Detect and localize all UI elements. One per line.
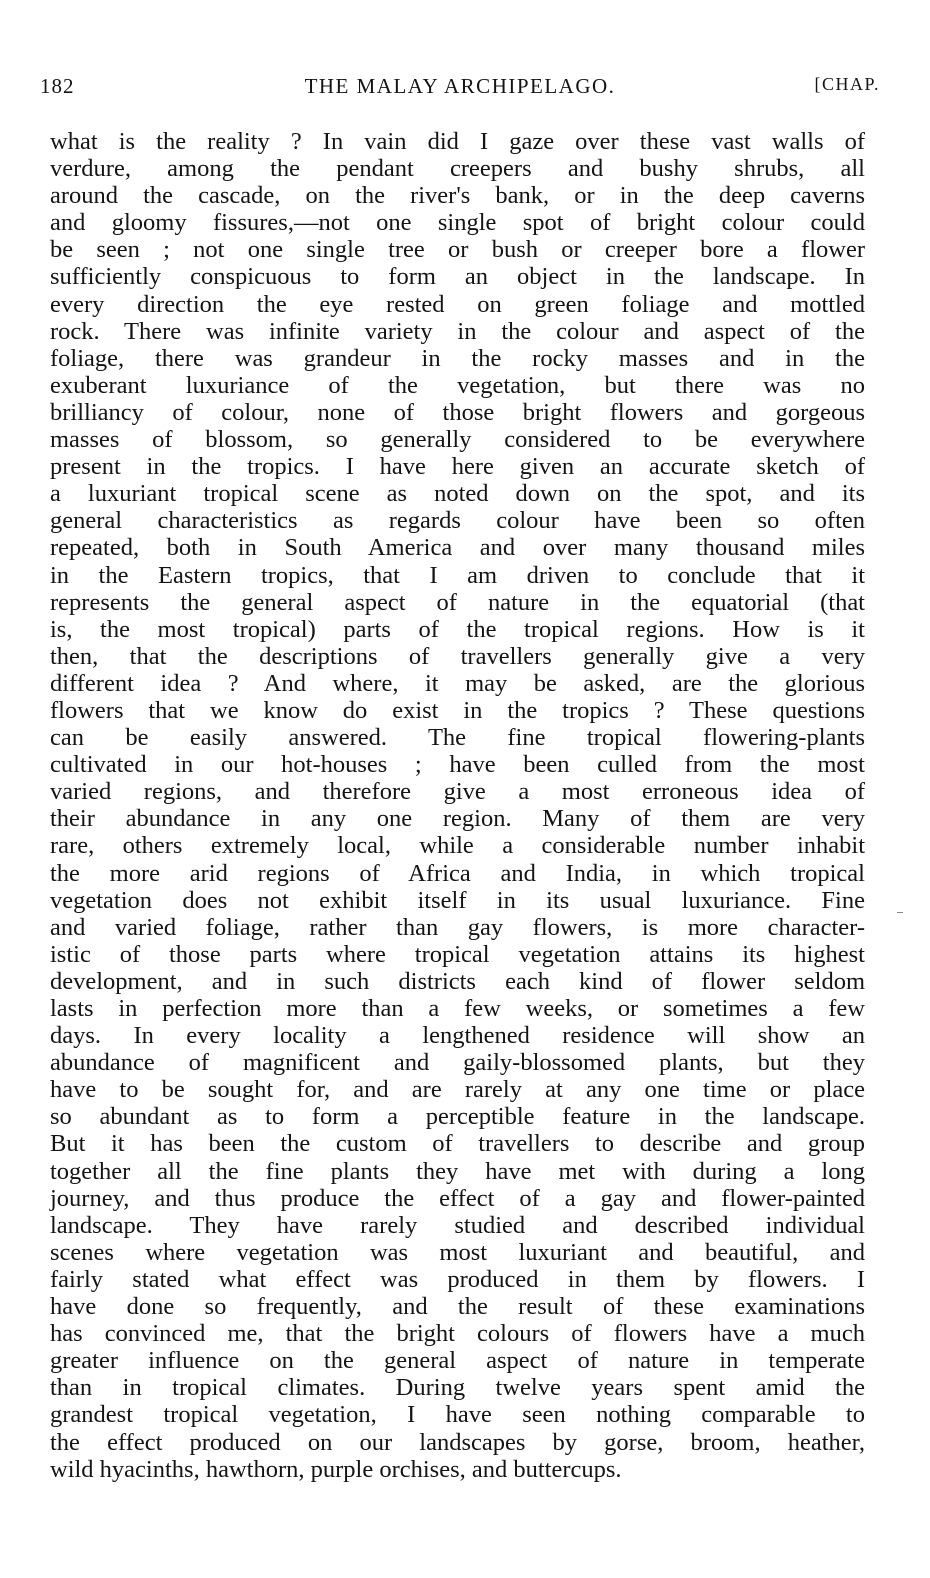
text-line: verdure, among the pendant creepers and bushy shrubs, all — [50, 155, 865, 183]
text-line: what is the reality ? In vain did I gaze over these vast walls of — [50, 128, 865, 155]
text-line: But it has been the custom of travellers to describe and group — [50, 1130, 865, 1158]
text-line: has convinced me, that the bright colours of flowers have a much — [50, 1320, 865, 1348]
text-line: sufficiently conspicuous to form an object in the landscape. In — [50, 263, 865, 291]
text-line: represents the general aspect of nature in the equatorial (that — [50, 588, 865, 616]
text-line: varied regions, and therefore give a most erroneous idea of — [50, 778, 865, 806]
text-line: abundance of magnificent and gaily-blossomed plants, but they — [50, 1049, 865, 1077]
text-line: a luxuriant tropical scene as noted down on the spot, and its — [50, 480, 865, 508]
text-line: the more arid regions of Africa and India, in which tropical — [50, 859, 865, 887]
page-number: 182 — [40, 74, 75, 98]
text-line: than in tropical climates. During twelve years spent amid the — [50, 1374, 865, 1402]
text-line: development, and in such districts each kind of flower seldom — [50, 967, 865, 995]
body-text — [50, 128, 865, 1483]
text-line: exuberant luxuriance of the vegetation, but there was no — [50, 371, 865, 399]
page-header — [40, 74, 880, 104]
text-line: have done so frequently, and the result of these examinations — [50, 1293, 865, 1321]
text-line: different idea ? And where, it may be asked, are the glorious — [50, 669, 865, 697]
text-line: general characteristics as regards colour have been so often — [50, 507, 865, 535]
text-line: their abundance in any one region. Many of them are very — [50, 805, 865, 833]
text-line: masses of blossom, so generally considered to be everywhere — [50, 426, 865, 454]
text-line: scenes where vegetation was most luxuriant and beautiful, and — [50, 1238, 865, 1266]
text-line: in the Eastern tropics, that I am driven to conclude that it — [50, 561, 865, 589]
text-line: grandest tropical vegetation, I have seen nothing comparable to — [50, 1401, 865, 1429]
text-line: and gloomy fissures,—not one single spot of bright colour could — [50, 209, 865, 237]
text-line: then, that the descriptions of travellers generally give a very — [50, 642, 865, 670]
margin-mark — [897, 912, 903, 913]
text-line: fairly stated what effect was produced in them by flowers. I — [50, 1265, 865, 1293]
text-line: every direction the eye rested on green foliage and mottled — [50, 290, 865, 318]
text-line: landscape. They have rarely studied and described individual — [50, 1211, 865, 1239]
text-line: cultivated in our hot-houses ; have been culled from the most — [50, 751, 865, 779]
text-line: and varied foliage, rather than gay flowers, is more character- — [50, 913, 865, 941]
text-line: can be easily answered. The fine tropical flowering-plants — [50, 724, 865, 752]
text-line: repeated, both in South America and over many thousand miles — [50, 534, 865, 562]
text-line: vegetation does not exhibit itself in its usual luxuriance. Fine — [50, 886, 865, 914]
text-line: is, the most tropical) parts of the tropical regions. How is it — [50, 615, 865, 643]
chapter-mark: [CHAP. — [814, 74, 880, 94]
text-line: rock. There was infinite variety in the colour and aspect of the — [50, 317, 865, 345]
text-line: wild hyacinths, hawthorn, purple orchises, and buttercups. — [50, 1455, 622, 1483]
text-line: lasts in perfection more than a few weeks, or sometimes a few — [50, 995, 865, 1022]
text-line: flowers that we know do exist in the tropics ? These questions — [50, 696, 865, 724]
text-line: rare, others extremely local, while a considerable number inhabit — [50, 832, 865, 860]
text-line: greater influence on the general aspect of nature in temperate — [50, 1347, 865, 1375]
text-line: present in the tropics. I have here given an accurate sketch of — [50, 453, 865, 481]
text-line: so abundant as to form a perceptible feature in the landscape. — [50, 1103, 865, 1131]
text-line: have to be sought for, and are rarely at any one time or place — [50, 1076, 865, 1104]
text-line: around the cascade, on the river's bank, or in the deep caverns — [50, 182, 865, 210]
text-line: foliage, there was grandeur in the rocky masses and in the — [50, 344, 865, 372]
text-line: journey, and thus produce the effect of a gay and flower-painted — [50, 1184, 865, 1212]
text-line: the effect produced on our landscapes by gorse, broom, heather, — [50, 1428, 865, 1456]
text-line: brilliancy of colour, none of those bright flowers and gorgeous — [50, 398, 865, 426]
text-line: istic of those parts where tropical vegetation attains its highest — [50, 940, 865, 968]
running-title: THE MALAY ARCHIPELAGO. — [304, 74, 616, 98]
text-line: be seen ; not one single tree or bush or creeper bore a flower — [50, 236, 865, 264]
text-line: together all the fine plants they have met with during a long — [50, 1157, 865, 1185]
text-line: days. In every locality a lengthened residence will show an — [50, 1022, 865, 1050]
